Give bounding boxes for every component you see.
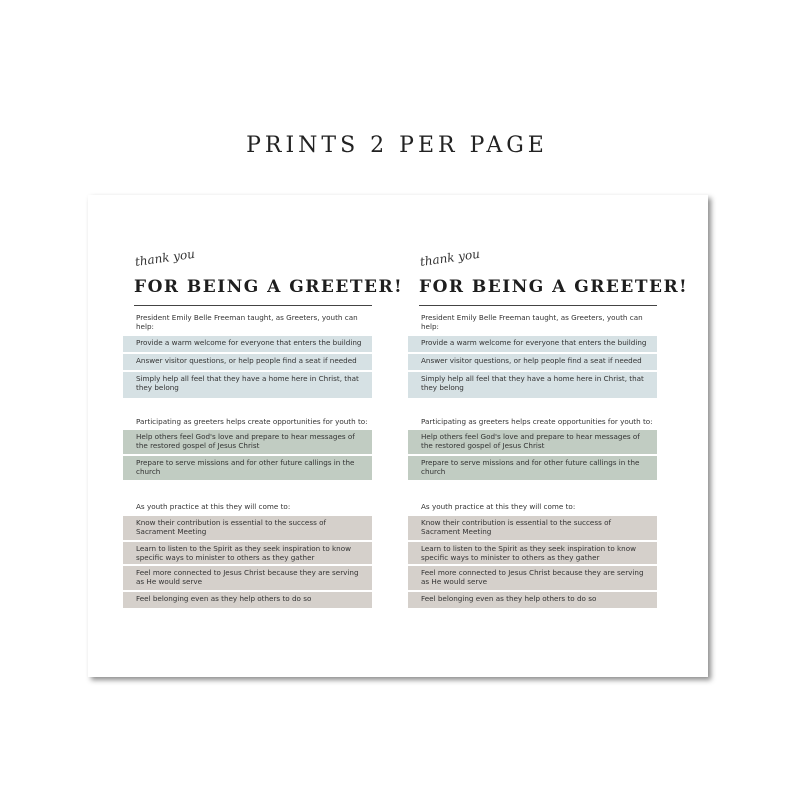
list-item: Learn to listen to the Spirit as they seek inspiration to know specific ways to minister to others as they gather [123,542,372,564]
list-item: Answer visitor questions, or help people find a seat if needed [408,354,657,370]
list-item: Feel belonging even as they help others to do so [123,592,372,608]
list-item: Know their contribution is essential to the success of Sacrament Meeting [123,516,372,540]
list-item: Feel belonging even as they help others to do so [408,592,657,608]
list-item: Simply help all feel that they have a home here in Christ, that they belong [408,372,657,398]
card-title: FOR BEING A GREETER! [419,277,689,297]
list-item: Provide a warm welcome for everyone that enters the building [123,336,372,352]
list-item: Provide a warm welcome for everyone that enters the building [408,336,657,352]
intro-opportunities: Participating as greeters helps create opportunities for youth to: [421,417,653,426]
card-script-line: thank you [134,246,196,269]
title-divider [419,305,657,306]
intro-opportunities: Participating as greeters helps create opportunities for youth to: [136,417,368,426]
list-item: Learn to listen to the Spirit as they seek inspiration to know specific ways to minister to others as they gather [408,542,657,564]
printable-sheet [88,195,708,677]
intro-greeters-help: President Emily Belle Freeman taught, as Greeters, youth can help: [136,313,358,331]
list-item: Simply help all feel that they have a home here in Christ, that they belong [123,372,372,398]
list-item: Prepare to serve missions and for other future callings in the church [408,456,657,480]
card-script-line: thank you [419,246,481,269]
card-title: FOR BEING A GREETER! [134,277,404,297]
list-item: Feel more connected to Jesus Christ because they are serving as He would serve [123,566,372,590]
list-item: Know their contribution is essential to the success of Sacrament Meeting [408,516,657,540]
intro-will-come-to: As youth practice at this they will come to: [136,502,291,511]
list-item: Feel more connected to Jesus Christ because they are serving as He would serve [408,566,657,590]
list-item: Help others feel God's love and prepare to hear messages of the restored gospel of Jesus Christ [408,430,657,454]
list-item: Help others feel God's love and prepare to hear messages of the restored gospel of Jesus Christ [123,430,372,454]
list-item: Answer visitor questions, or help people find a seat if needed [123,354,372,370]
list-item: Prepare to serve missions and for other future callings in the church [123,456,372,480]
title-divider [134,305,372,306]
page-heading: PRINTS 2 PER PAGE [246,133,548,158]
intro-greeters-help: President Emily Belle Freeman taught, as Greeters, youth can help: [421,313,643,331]
intro-will-come-to: As youth practice at this they will come to: [421,502,576,511]
